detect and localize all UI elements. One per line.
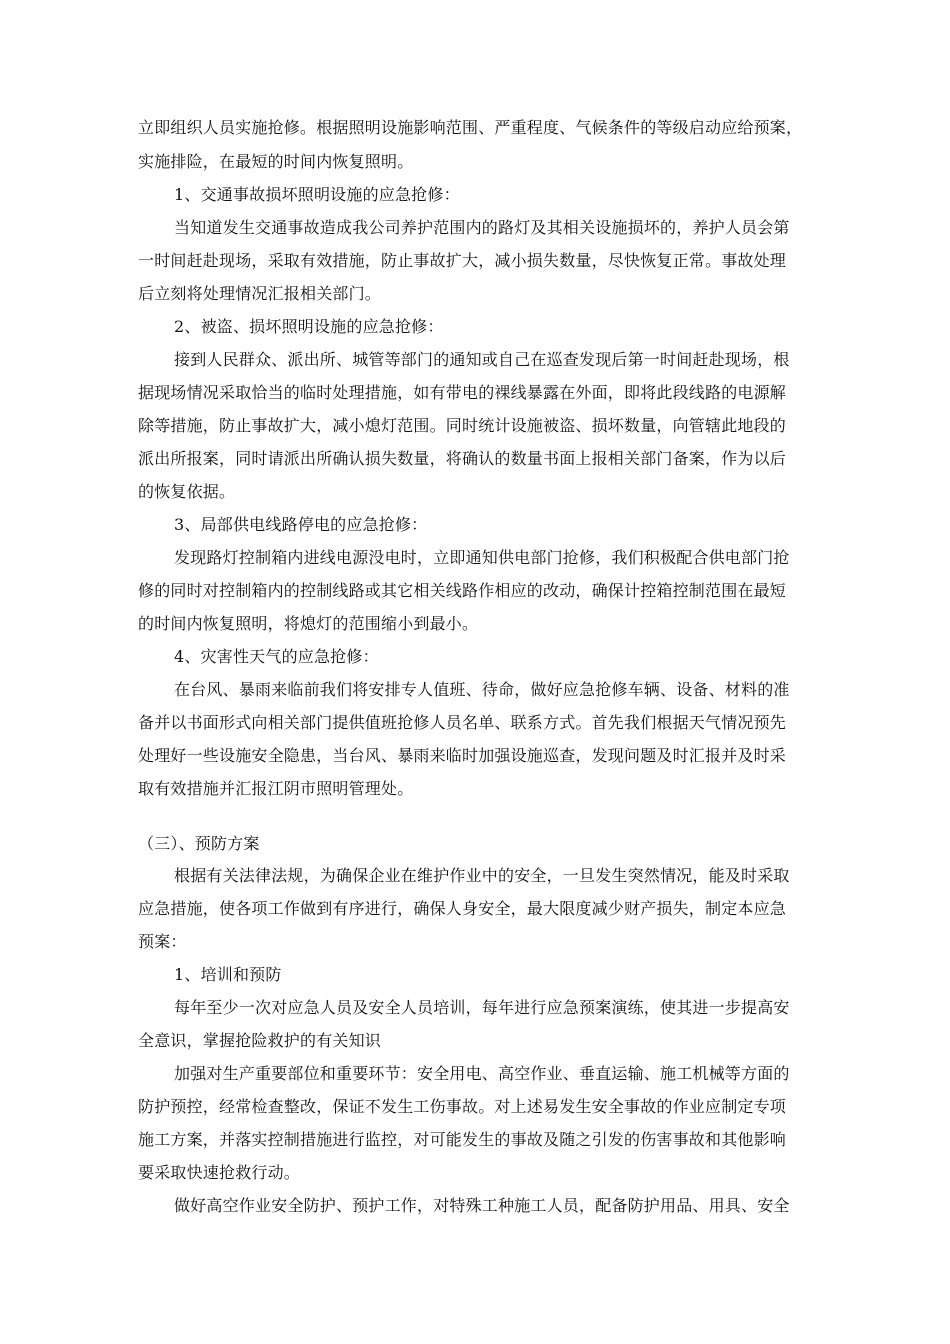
text-line: 后立刻将处理情况汇报相关部门。: [138, 284, 382, 303]
paragraph-emergency-intro: [138, 118, 810, 172]
text-line: 除等措施，防止事故扩大，减小熄灯范围。同时统计设施被盗、损坏数量，向管辖此地段的: [138, 416, 787, 435]
text-line: 防护预控，经常检查整改，保证不发生工伤事故。对上述易发生安全事故的作业应制定专项: [138, 1097, 787, 1116]
section-heading-prevention-plan: （三）、预防方案: [138, 834, 260, 853]
heading-power-outage: 3、局部供电线路停电的应急抢修：: [174, 515, 428, 534]
text-line: 要采取快速抢救行动。: [138, 1163, 301, 1182]
heading-traffic-accident: 1、交通事故损坏照明设施的应急抢修：: [174, 185, 460, 204]
text-line: 据现场情况采取恰当的临时处理措施，如有带电的裸线暴露在外面，即将此段线路的电源解: [138, 383, 787, 402]
text-line: 全意识，掌握抢险救护的有关知识: [138, 1031, 382, 1050]
paragraph-training: [138, 998, 810, 1051]
text-line: 一时间赶赴现场，采取有效措施，防止事故扩大，减小损失数量，尽快恢复正常。事故处理: [138, 251, 787, 270]
text-line: 加强对生产重要部位和重要环节：安全用电、高空作业、垂直运输、施工机械等方面的: [174, 1064, 790, 1083]
text-line: 接到人民群众、派出所、城管等部门的通知或自己在巡查发现后第一时间赶赴现场，根: [174, 350, 790, 369]
document-page: [138, 118, 810, 1216]
text-line: 每年至少一次对应急人员及安全人员培训，每年进行应急预案演练，使其进一步提高安: [174, 998, 790, 1017]
paragraph-disaster-weather: [138, 680, 810, 799]
heading-training-prevention: 1、培训和预防: [174, 965, 282, 984]
text-line: 预案：: [138, 932, 187, 951]
text-line: 处理好一些设施安全隐患，当台风、暴雨来临时加强设施巡查，发现问题及时汇报并及时采: [138, 746, 787, 765]
text-line: 立即组织人员实施抢修。根据照明设施影响范围、严重程度、气候条件的等级启动应给预案，: [138, 118, 803, 137]
heading-theft-damage: 2、被盗、损坏照明设施的应急抢修：: [174, 317, 444, 336]
text-line: 备并以书面形式向相关部门提供值班抢修人员名单、联系方式。首先我们根据天气情况预先: [138, 713, 787, 732]
paragraph-theft-damage: [138, 350, 810, 502]
text-line: 施工方案，并落实控制措施进行监控，对可能发生的事故及随之引发的伤害事故和其他影响: [138, 1130, 787, 1149]
text-line: 做好高空作业安全防护、预护工作，对特殊工种施工人员，配备防护用品、用具、安全: [174, 1196, 790, 1215]
text-line: 发现路灯控制箱内进线电源没电时，立即通知供电部门抢修，我们积极配合供电部门抢: [174, 548, 790, 567]
text-line: 修的同时对控制箱内的控制线路或其它相关线路作相应的改动，确保计控箱控制范围在最短: [138, 581, 787, 600]
text-line: 的恢复依据。: [138, 482, 236, 501]
paragraph-traffic-accident: [138, 218, 810, 304]
text-line: 的时间内恢复照明，将熄灯的范围缩小到最小。: [138, 614, 479, 633]
text-line: 取有效措施并汇报江阴市照明管理处。: [138, 779, 414, 798]
text-line: 在台风、暴雨来临前我们将安排专人值班、待命，做好应急抢修车辆、设备、材料的准: [174, 680, 790, 699]
text-line: 应急措施，使各项工作做到有序进行，确保人身安全，最大限度减少财产损失，制定本应急: [138, 899, 787, 918]
text-line: 实施排险，在最短的时间内恢复照明。: [138, 152, 414, 171]
paragraph-high-altitude: [138, 1196, 810, 1216]
text-line: 根据有关法律法规，为确保企业在维护作业中的安全，一旦发生突然情况，能及时采取: [174, 866, 790, 885]
heading-disaster-weather: 4、灾害性天气的应急抢修：: [174, 647, 379, 666]
text-line: 派出所报案，同时请派出所确认损失数量，将确认的数量书面上报相关部门备案，作为以后: [138, 449, 787, 468]
paragraph-prevention-intro: [138, 866, 810, 952]
text-line: 当知道发生交通事故造成我公司养护范围内的路灯及其相关设施损坏的，养护人员会第: [174, 218, 790, 237]
paragraph-key-areas: [138, 1064, 810, 1183]
paragraph-power-outage: [138, 548, 810, 634]
